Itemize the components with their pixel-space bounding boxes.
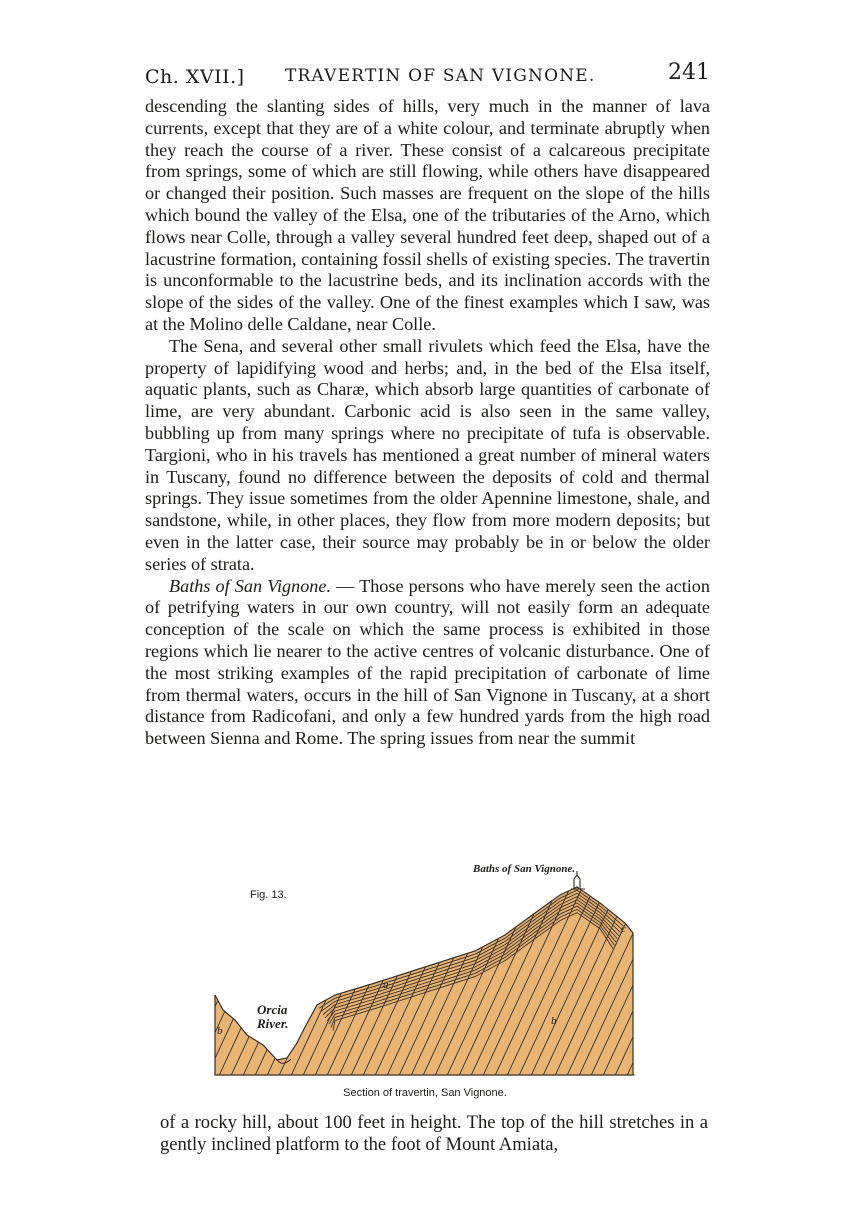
figure-13 — [205, 855, 645, 1100]
hatch-line — [637, 875, 645, 1080]
hatch-line — [205, 875, 216, 1080]
letter-a: a — [383, 979, 389, 991]
running-header — [145, 60, 710, 94]
chapter-marker: Ch. XVII.] — [145, 66, 245, 88]
baths-text: — Those persons who have merely seen the action of petrifying waters in our own country, will not easily form an adequate conception of the scale on which the same process is exhibited in those regions which lie nearer to the active centres of volcanic disturbance. One of the most striking examples of the rapid precipitation of carbonate of lime from thermal waters, occurs in the hill of San Vignone in Tuscany, at a short distance from Radicofani, and only a few hundred yards from the high road between Sienna and Rome. The spring issues from near the summit — [145, 575, 710, 749]
continued-text — [160, 1112, 708, 1156]
baths-label: Baths of San Vignone. — [473, 863, 576, 875]
baths-heading: Baths of San Vignone. — [169, 575, 331, 596]
paragraph-1: descending the slanting sides of hills, very much in the manner of lava currents, except that they are of a white colour, and terminate abruptly when they reach the course of a river. These consist of a calcareous precipitate from springs, some of which are still flowing, while others have disappeared or changed their position. Such masses are frequent on the slope of the hills which bound the valley of the Elsa, one of the tributaries of the Arno, which flows near Colle, through a valley several hundred feet deep, shaped out of a lacustrine formation, containing fossil shells of existing species. The travertin is unconformable to the lacustrine beds, and its inclination accords with the slope of the sides of the valley. One of the finest examples which I saw, was at the Molino delle Caldane, near Colle. — [145, 96, 710, 334]
paragraph-baths — [145, 576, 710, 750]
letter-c: c — [621, 923, 626, 935]
running-title: TRAVERTIN OF SAN VIGNONE. — [285, 66, 596, 86]
paragraph-2: The Sena, and several other small rivulets which feed the Elsa, have the property of lapidifying wood and herbs; and, in the bed of the Elsa itself, aquatic plants, such as Charæ, which absorb large quantities of carbonate of lime, are very abundant. Carbonic acid is also seen in the same valley, bubbling up from many springs where no precipitate of tufa is observable. Targioni, who in his travels has mentioned a great number of mineral waters in Tuscany, found no difference between the deposits of cold and thermal springs. They issue sometimes from the older Apennine limestone, shale, and sandstone, while, in other places, they flow from more modern deposits; but even in the latter case, their source may probably be in or below the older series of strata. — [145, 335, 710, 574]
river-label — [257, 1003, 288, 1031]
river-label-line-1: Orcia — [257, 1002, 288, 1017]
figure-caption: Section of travertin, San Vignone. — [343, 1087, 507, 1099]
letter-b-left: b — [217, 1025, 223, 1037]
river-label-line-2: River. — [257, 1016, 289, 1031]
figure-number: Fig. 13. — [250, 889, 287, 901]
paragraph-tail: of a rocky hill, about 100 feet in height. The top of the hill stretches in a gently inclined platform to the foot of Mount Amiata, — [160, 1112, 708, 1155]
main-text — [145, 96, 710, 750]
page-number: 241 — [668, 60, 710, 85]
letter-b-right: b — [551, 1015, 557, 1027]
